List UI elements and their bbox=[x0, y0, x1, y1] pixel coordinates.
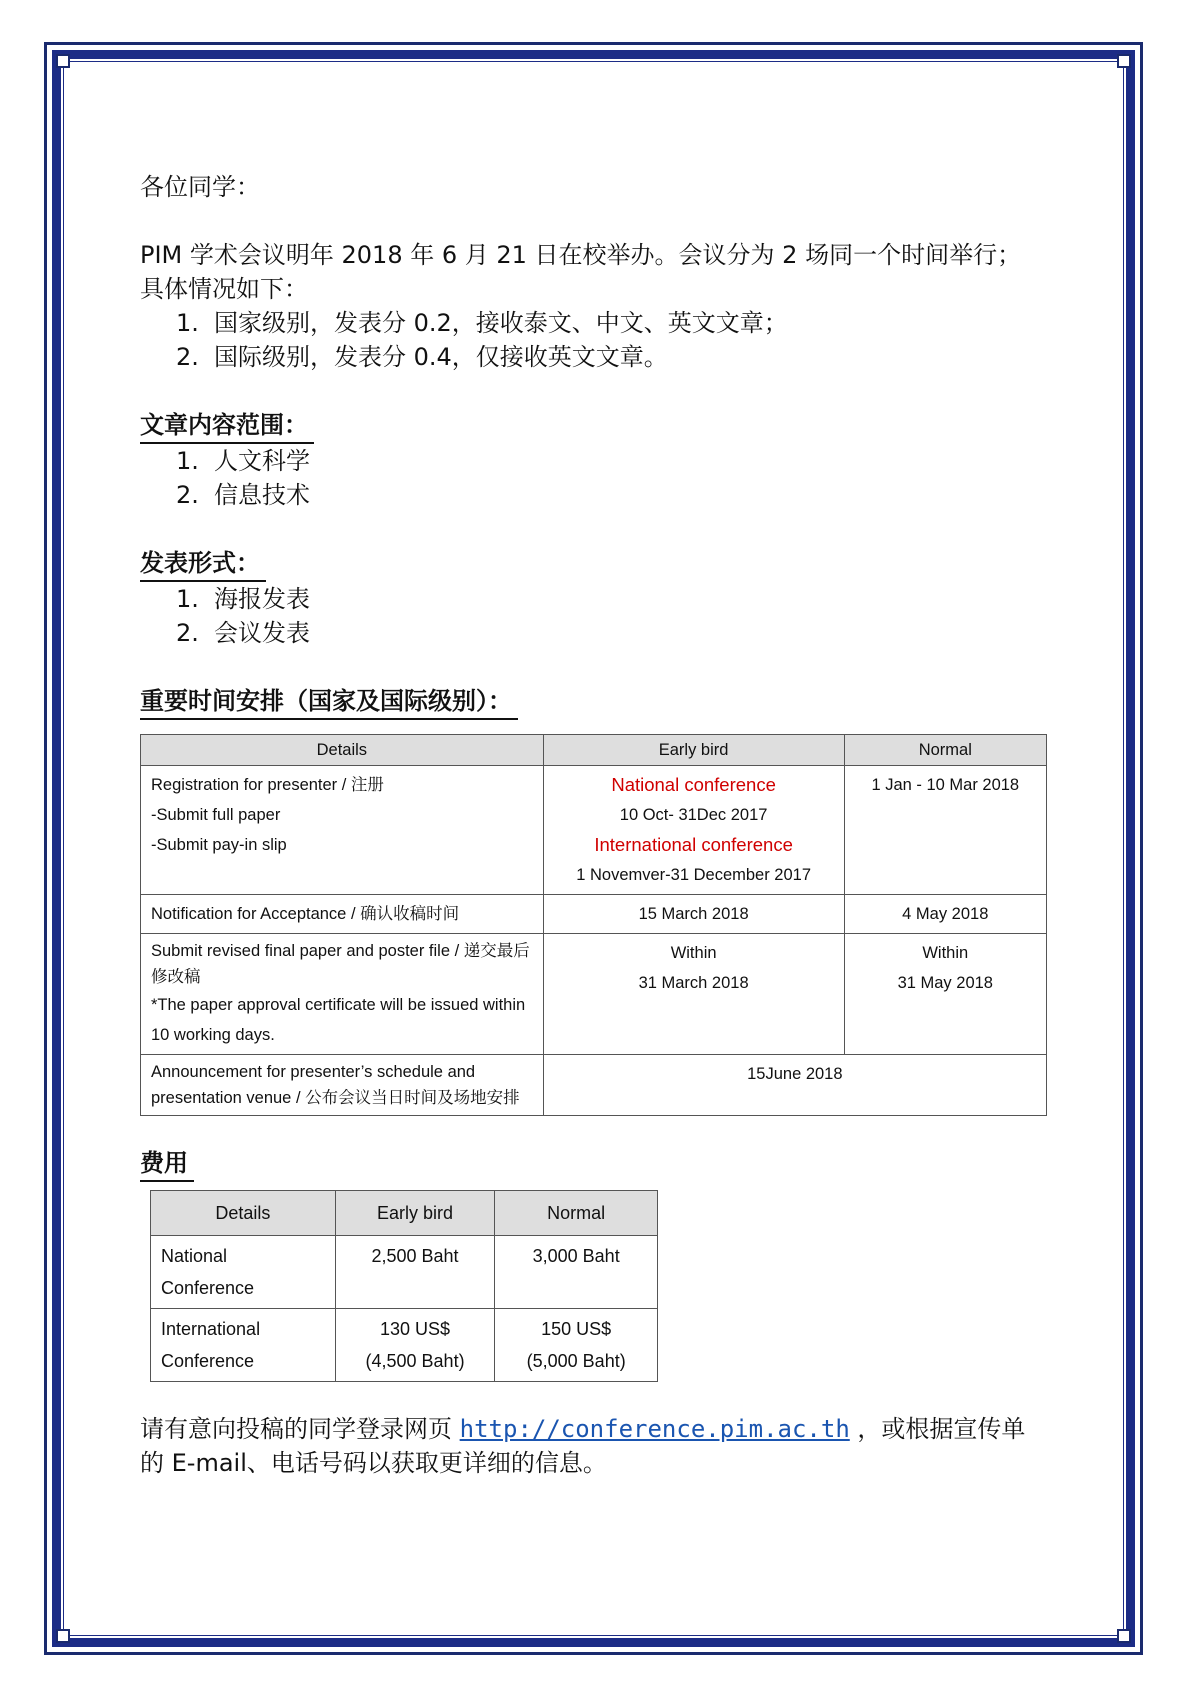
list-item: 1. 人文科学 bbox=[176, 447, 310, 475]
table-header-row bbox=[151, 1191, 658, 1236]
table-cell: Registration for presenter / 注册 -Submit full paper -Submit pay-in slip bbox=[141, 766, 544, 895]
table-cell: Notification for Acceptance / 确认收稿时间 bbox=[141, 895, 544, 934]
corner-square bbox=[56, 1629, 70, 1643]
list-item: 1. 海报发表 bbox=[176, 585, 310, 613]
format-list bbox=[176, 582, 1040, 650]
list-item: 2. 会议发表 bbox=[176, 619, 310, 647]
table-cell: Announcement for presenter’s schedule and presentation venue / 公布会议当日时间及场地安排 bbox=[141, 1055, 544, 1116]
column-header: Early bird bbox=[335, 1191, 495, 1236]
fees-table bbox=[150, 1190, 658, 1382]
format-heading: 发表形式： bbox=[140, 546, 266, 582]
fees-heading: 费用 bbox=[140, 1146, 194, 1182]
list-item: 2. 国际级别，发表分 0.4，仅接收英文文章。 bbox=[176, 343, 668, 371]
table-row bbox=[141, 934, 1047, 1055]
national-label: National conference bbox=[611, 774, 776, 795]
list-item: 2. 信息技术 bbox=[176, 481, 310, 509]
table-cell: Within 31 May 2018 bbox=[844, 934, 1046, 1055]
corner-square bbox=[1117, 1629, 1131, 1643]
greeting: 各位同学： bbox=[140, 173, 260, 201]
table-cell: 4 May 2018 bbox=[844, 895, 1046, 934]
table-cell: Within 31 March 2018 bbox=[543, 934, 844, 1055]
corner-square bbox=[1117, 54, 1131, 68]
table-header-row bbox=[141, 735, 1047, 766]
table-cell: International Conference bbox=[151, 1309, 336, 1382]
table-cell: 2,500 Baht bbox=[335, 1236, 495, 1309]
table-cell: 3,000 Baht bbox=[495, 1236, 658, 1309]
intro-paragraph: PIM 学术会议明年 2018 年 6 月 21 日在校举办。会议分为 2 场同一个时间举行；具体情况如下： bbox=[140, 241, 1022, 303]
table-row bbox=[151, 1309, 658, 1382]
scope-list bbox=[176, 444, 1040, 512]
table-cell: National Conference bbox=[151, 1236, 336, 1309]
document-body bbox=[140, 170, 1040, 1504]
column-header: Early bird bbox=[543, 735, 844, 766]
scope-heading: 文章内容范围： bbox=[140, 408, 314, 444]
column-header: Details bbox=[141, 735, 544, 766]
table-cell: 15June 2018 bbox=[543, 1055, 1046, 1116]
table-row bbox=[151, 1236, 658, 1309]
table-cell: 150 US$ (5,000 Baht) bbox=[495, 1309, 658, 1382]
column-header: Normal bbox=[844, 735, 1046, 766]
table-row bbox=[141, 895, 1047, 934]
table-cell: 130 US$ (4,500 Baht) bbox=[335, 1309, 495, 1382]
list-item: 1. 国家级别，发表分 0.2，接收泰文、中文、英文文章； bbox=[176, 309, 788, 337]
corner-square bbox=[56, 54, 70, 68]
column-header: Normal bbox=[495, 1191, 658, 1236]
table-row bbox=[141, 1055, 1047, 1116]
schedule-heading: 重要时间安排（国家及国际级别）： bbox=[140, 684, 518, 720]
table-cell: National conference 10 Oct- 31Dec 2017 International conference 1 Novemver-31 December 2017 bbox=[543, 766, 844, 895]
levels-list bbox=[176, 306, 1040, 374]
table-cell: Submit revised final paper and poster file / 递交最后修改稿 *The paper approval certificate will be issued within 10 working days. bbox=[141, 934, 544, 1055]
table-row bbox=[141, 766, 1047, 895]
international-label: International conference bbox=[594, 834, 793, 855]
conference-link[interactable]: http://conference.pim.ac.th bbox=[459, 1415, 850, 1443]
closing-paragraph: 请有意向投稿的同学登录网页 http://conference.pim.ac.th ，或根据宣传单的 E-mail、电话号码以获取更详细的信息。 bbox=[140, 1415, 1026, 1477]
column-header: Details bbox=[151, 1191, 336, 1236]
table-cell: 1 Jan - 10 Mar 2018 bbox=[844, 766, 1046, 895]
schedule-table bbox=[140, 734, 1047, 1116]
table-cell: 15 March 2018 bbox=[543, 895, 844, 934]
